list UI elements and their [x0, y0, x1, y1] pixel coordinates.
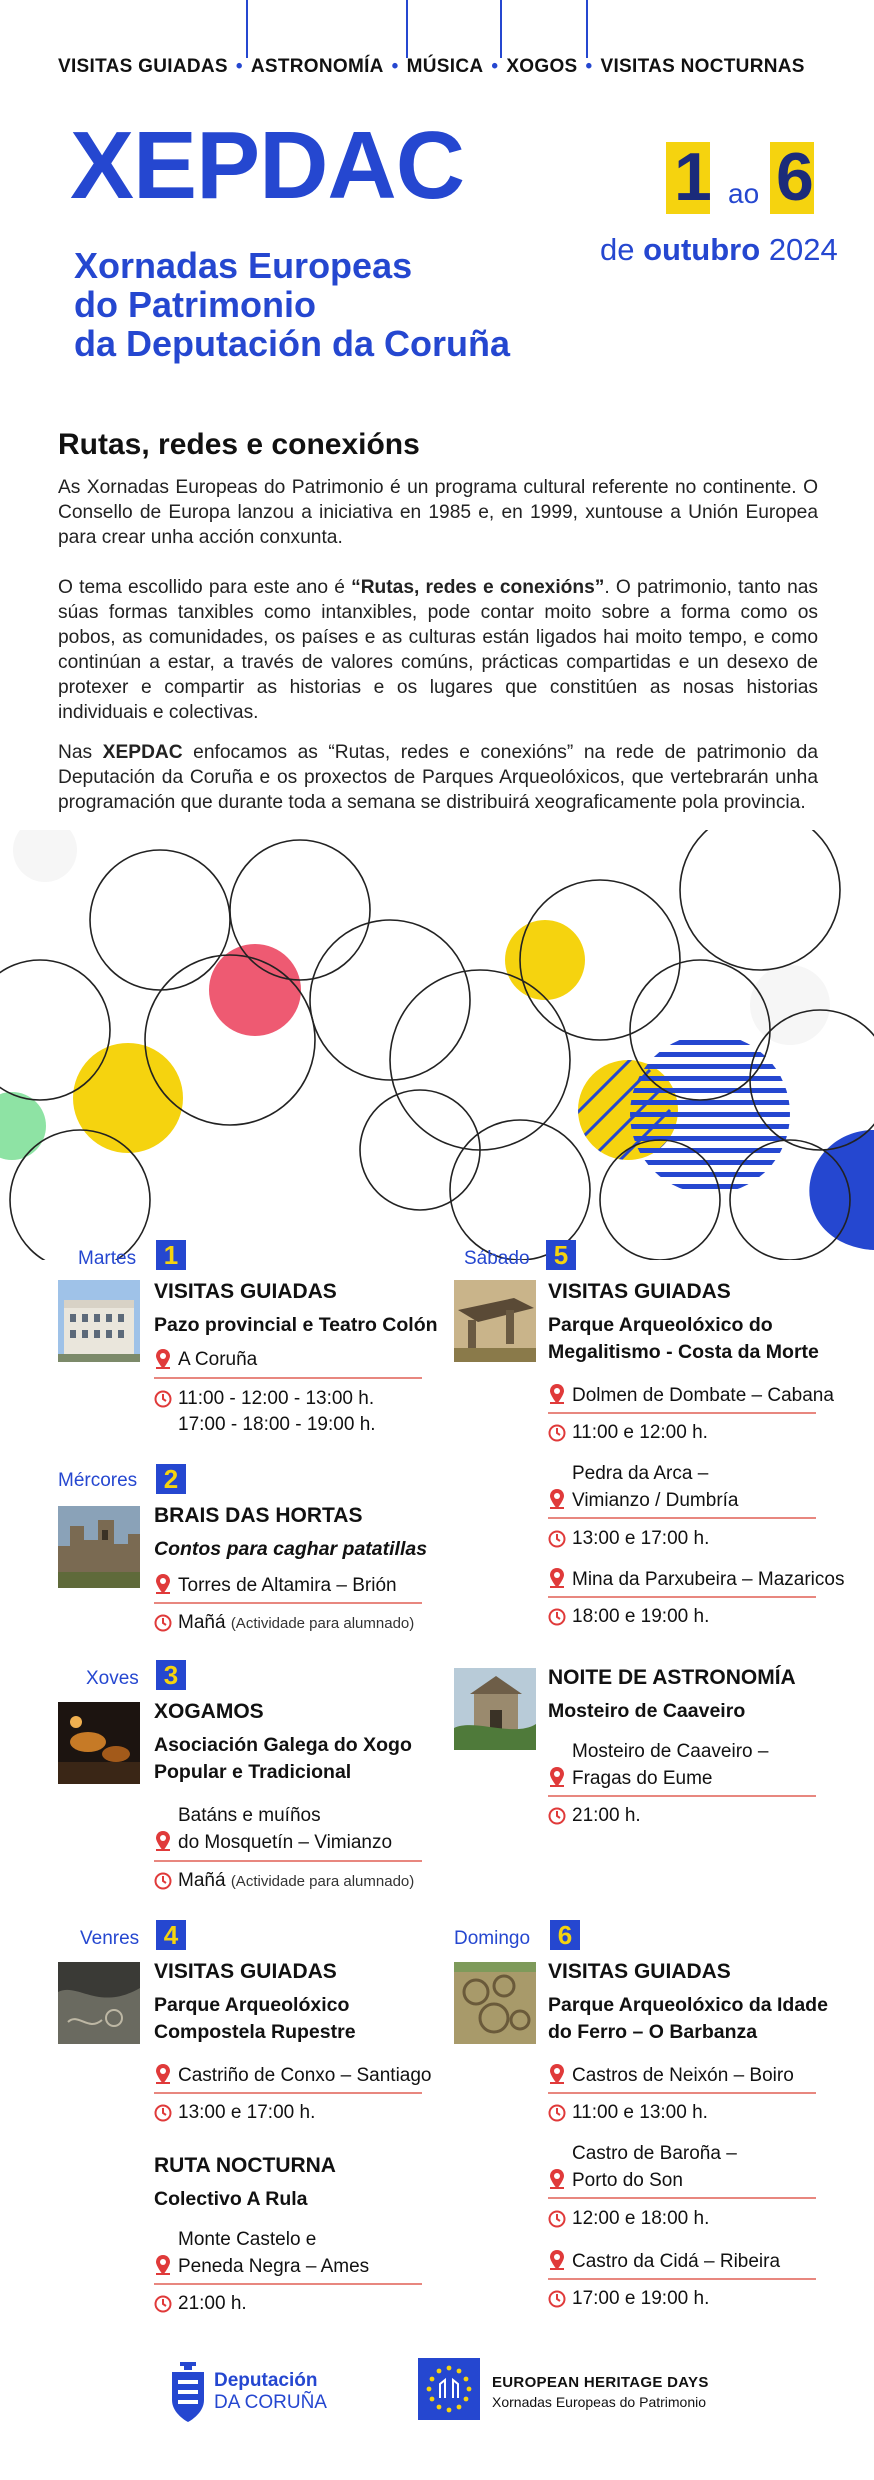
location-pin-icon	[154, 1830, 172, 1852]
clock-icon	[154, 1390, 172, 1408]
pazo-provincial-photo	[58, 1280, 140, 1362]
clock-icon	[548, 2104, 566, 2122]
day-number: 3	[156, 1660, 186, 1690]
decorative-circles	[0, 830, 874, 1260]
event-title: RUTA NOCTURNA	[154, 2154, 336, 2177]
event-time: 13:00 e 17:00 h.	[572, 1528, 710, 1549]
location-pin-icon	[548, 2249, 566, 2271]
day-label-domingo: Domingo	[454, 1928, 531, 1949]
decor-circle-yellow	[505, 920, 585, 1000]
event-time: 21:00 h.	[572, 1805, 641, 1826]
activity-label: VISITAS GUIADAS	[58, 56, 228, 77]
divider	[548, 1795, 816, 1797]
location-pin-icon	[548, 2168, 566, 2190]
nav-divider	[406, 0, 408, 58]
day-label-martes: Martes	[78, 1248, 137, 1269]
location-pin-icon	[154, 1573, 172, 1595]
decor-circle-green	[0, 1092, 46, 1160]
event-location: Castro de Baroña –	[572, 2143, 737, 2164]
event-time: Mañá (Actividade para alumnado)	[178, 1612, 415, 1633]
clock-icon	[548, 2290, 566, 2308]
castro-photo	[454, 1962, 536, 2044]
event-title: BRAIS DAS HORTAS	[154, 1504, 363, 1527]
event-title: XOGAMOS	[154, 1700, 264, 1723]
location-pin-icon	[154, 2254, 172, 2276]
day-label-sabado: Sábado	[464, 1248, 530, 1269]
activity-label: ASTRONOMÍA	[250, 56, 384, 77]
nav-divider	[500, 0, 502, 58]
subtitle-line: do Patrimonio	[74, 284, 316, 325]
day-number: 6	[550, 1920, 580, 1950]
event-subtitle: Parque Arqueolóxico da Idade do Ferro – O Barbanza	[548, 1994, 828, 2043]
european-heritage-days-text: EUROPEAN HERITAGE DAYS Xornadas Europeas do Patrimonio	[492, 2374, 709, 2410]
european-heritage-days-logo	[418, 2358, 480, 2420]
event-location: Batáns e muíños	[178, 1805, 321, 1826]
subtitle-line: Xornadas Europeas	[74, 245, 413, 286]
event-title: VISITAS GUIADAS	[154, 1960, 337, 1983]
location-pin-icon	[154, 2063, 172, 2085]
intro-paragraph: Nas XEPDAC enfocamos as “Rutas, redes e conexións” na rede de patrimonio da Deputación da Coruña e os proxectos de Parques Arqueolóxicos, que vertebrarán unha programación que durante toda a semana se distribuirá xeograficamente pola provincia.	[58, 742, 818, 813]
event-time: 12:00 e 18:00 h.	[572, 2208, 710, 2229]
day-number: 5	[546, 1240, 576, 1270]
location-pin-icon	[548, 1766, 566, 1788]
decor-circle-yellow	[73, 1043, 183, 1153]
day-number: 1	[156, 1240, 186, 1270]
event-time: 11:00 e 12:00 h.	[572, 1422, 708, 1443]
event-time: 17:00 - 18:00 - 19:00 h.	[178, 1414, 376, 1435]
xepdac-logo: XEPDAC	[70, 112, 465, 219]
nav-divider	[246, 0, 248, 58]
clock-icon	[548, 1608, 566, 1626]
dolmen-photo	[454, 1280, 536, 1362]
event-title: NOITE DE ASTRONOMÍA	[548, 1666, 796, 1689]
event-location: Vimianzo / Dumbría	[572, 1490, 739, 1511]
clock-icon	[154, 2104, 172, 2122]
divider	[548, 1596, 816, 1598]
event-title: VISITAS GUIADAS	[548, 1280, 731, 1303]
day-label-xoves: Xoves	[86, 1668, 139, 1689]
petroglyph-photo	[58, 1962, 140, 2044]
clock-icon	[548, 2210, 566, 2228]
clock-icon	[154, 2295, 172, 2313]
event-subtitle: Pazo provincial e Teatro Colón	[154, 1314, 438, 1336]
event-location: do Mosquetín – Vimianzo	[178, 1832, 393, 1853]
date-connector: ao	[728, 178, 760, 209]
deputacion-logo-text: Deputación DA CORUÑA	[214, 2370, 327, 2413]
divider	[548, 2092, 816, 2094]
day-number: 2	[156, 1464, 186, 1494]
event-subtitle: Colectivo A Rula	[154, 2188, 308, 2210]
decor-circle	[750, 965, 830, 1045]
torres-altamira-photo	[58, 1506, 140, 1588]
event-time: 21:00 h.	[178, 2293, 247, 2314]
intro-heading: Rutas, redes e conexións	[58, 428, 420, 461]
event-location: Castro da Cidá – Ribeira	[572, 2251, 781, 2272]
activity-label: XOGOS	[506, 56, 578, 77]
event-subtitle: Parque Arqueolóxico do Megalitismo - Costa da Morte	[548, 1314, 819, 1363]
intro-paragraph: As Xornadas Europeas do Patrimonio é un programa cultural referente no continente. O Consello de Europa lanzou a iniciativa en 1985 e, en 1999, xuntouse a Unión Europea para crear unha acción conxunta.	[58, 477, 818, 548]
event-location: Torres de Altamira – Brión	[178, 1575, 397, 1596]
event-location: Fragas do Eume	[572, 1768, 713, 1789]
event-location: Dolmen de Dombate – Cabana	[572, 1385, 834, 1406]
activity-label: VISITAS NOCTURNAS	[600, 56, 805, 77]
location-pin-icon	[154, 1348, 172, 1370]
event-location: Monte Castelo e	[178, 2229, 317, 2250]
event-location: Mina da Parxubeira – Mazaricos	[572, 1569, 845, 1590]
activity-list: VISITAS GUIADAS • ASTRONOMÍA • MÚSICA • XOGOS • VISITAS NOCTURNAS	[58, 56, 805, 77]
event-subtitle: Mosteiro de Caaveiro	[548, 1700, 746, 1722]
top-navigation	[0, 0, 874, 110]
divider	[154, 2283, 422, 2285]
event-location: Pedra da Arca –	[572, 1463, 709, 1484]
deputacion-crest-icon	[168, 2360, 208, 2426]
clock-icon	[548, 1807, 566, 1825]
divider	[154, 1377, 422, 1379]
clock-icon	[154, 1872, 172, 1890]
event-location: Mosteiro de Caaveiro –	[572, 1741, 769, 1762]
date-start: 1	[674, 139, 712, 215]
event-subtitle	[74, 246, 510, 363]
decor-circle-pink	[209, 944, 301, 1036]
location-pin-icon	[548, 2063, 566, 2085]
day-label-venres: Venres	[80, 1928, 140, 1949]
event-subtitle: Contos para caghar patatillas	[154, 1538, 428, 1560]
event-time: 11:00 - 12:00 - 13:00 h.	[178, 1388, 375, 1409]
nav-divider	[586, 0, 588, 58]
day-number: 4	[156, 1920, 186, 1950]
divider	[154, 1860, 422, 1862]
event-time: 13:00 e 17:00 h.	[178, 2102, 316, 2123]
activity-label: MÚSICA	[406, 56, 484, 77]
event-location: Peneda Negra – Ames	[178, 2256, 370, 2277]
event-location: Castros de Neixón – Boiro	[572, 2065, 794, 2086]
day-label-mercores: Mércores	[58, 1470, 138, 1491]
location-pin-icon	[548, 1488, 566, 1510]
event-subtitle: Parque Arqueolóxico Compostela Rupestre	[154, 1994, 356, 2043]
event-time: 18:00 e 19:00 h.	[572, 1606, 710, 1627]
intro-paragraph: O tema escollido para este ano é “Rutas, redes e conexións”. O patrimonio, tanto nas súas formas tanxibles como intanxibles, pode contar moito sobre a forma como os pobos, as comunidades, os países e as culturas están ligados hai moito tempo, e como continúan a estar, a través de valores comúns, prácticas compartidas e un desexo de protexer e compartir as historias e os lugares que constitúen as nosas historias individuais e colectivas.	[58, 577, 819, 723]
caaveiro-monastery-photo	[454, 1668, 536, 1750]
event-time: 11:00 e 13:00 h.	[572, 2102, 708, 2123]
decor-circle	[13, 830, 77, 882]
subtitle-line: da Deputación da Coruña	[74, 323, 511, 364]
clock-icon	[548, 1424, 566, 1442]
clock-icon	[154, 1614, 172, 1632]
event-title: VISITAS GUIADAS	[154, 1280, 337, 1303]
divider	[548, 2278, 816, 2280]
clock-icon	[548, 1530, 566, 1548]
divider	[154, 2092, 422, 2094]
date-end: 6	[776, 139, 814, 215]
divider	[154, 1602, 422, 1604]
location-pin-icon	[548, 1567, 566, 1589]
event-title: VISITAS GUIADAS	[548, 1960, 731, 1983]
event-time: Mañá (Actividade para alumnado)	[178, 1870, 415, 1891]
divider	[548, 2197, 816, 2199]
event-location: Castriño de Conxo – Santiago	[178, 2065, 432, 2086]
date-month: de outubro 2024	[600, 232, 838, 267]
location-pin-icon	[548, 1383, 566, 1405]
divider	[548, 1517, 816, 1519]
event-location: A Coruña	[178, 1349, 258, 1370]
event-location: Porto do Son	[572, 2170, 683, 2191]
divider	[548, 1412, 816, 1414]
event-time: 17:00 e 19:00 h.	[572, 2288, 710, 2309]
xogos-photo	[58, 1702, 140, 1784]
event-subtitle: Asociación Galega do Xogo Popular e Tradicional	[154, 1734, 412, 1783]
